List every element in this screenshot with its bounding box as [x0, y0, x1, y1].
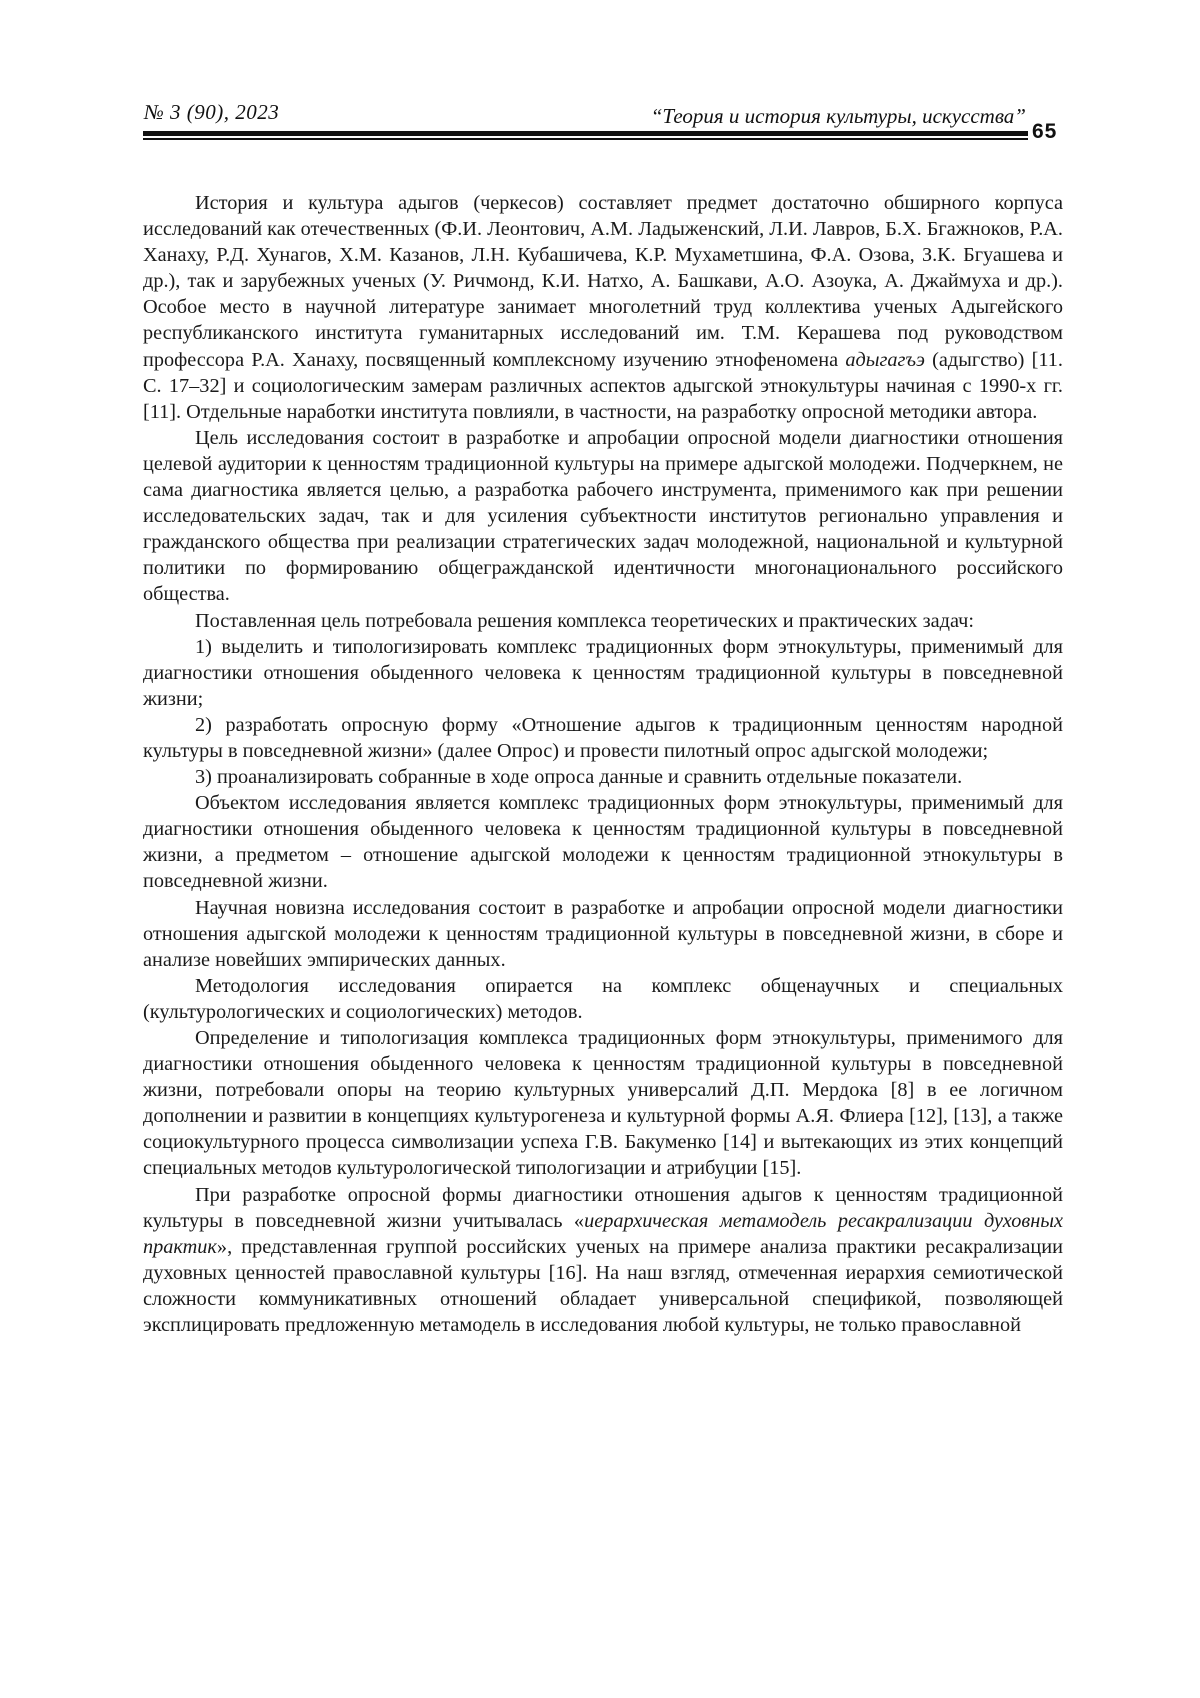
paragraph-tasks: Поставленная цель потребовала решения комплекса теоретических и практических задач:	[143, 608, 1063, 634]
italic-term: иерархическая метамодель ресакрализации духовных практик	[143, 1210, 1063, 1258]
paragraph-goal: Цель исследования состоит в разработке и апробации опросной модели диагностики отношения целевой аудитории к ценностям традиционной культуры на примере адыгской молодежи. Подчеркнем, не сама диагностика является целью, а разработка рабочего инструмента, применимого как при решении исследовательских задач, так и для усиления субъектности институтов регионально управления и гражданского общества при реализации стратегических задач молодежной, национальной и культурной политики по формированию общегражданской идентичности многонационального российского общества.	[143, 425, 1063, 608]
header-rule-thick	[143, 131, 1028, 136]
journal-title: “Теория и история культуры, искусства”	[651, 104, 1026, 129]
page-number: 65	[1032, 120, 1057, 144]
list-item-task-3: 3) проанализировать собранные в ходе опроса данные и сравнить отдельные показатели.	[143, 764, 1063, 790]
list-item-task-2: 2) разработать опросную форму «Отношение адыгов к традиционным ценностям народной культуры в повседневной жизни» (далее Опрос) и провести пилотный опрос адыгской молодежи;	[143, 712, 1063, 764]
paragraph-text: При разработке опросной формы диагностики отношения адыгов к ценностям традиционной культуры в повседневной жизни учитывалась «	[143, 1184, 1063, 1232]
paragraph-text: », представленная группой российских ученых на примере анализа практики ресакрализации духовных ценностей православной культуры [16]. На наш взгляд, отмеченная иерархия семиотической сложности коммуникативных отношений обладает универсальной спецификой, позволяющей эксплицировать предложенную метамодель в исследования любой культуры, не только православной	[143, 1236, 1063, 1336]
paragraph-intro	[143, 190, 1063, 425]
journal-page	[0, 0, 1200, 1698]
paragraph-text: История и культура адыгов (черкесов) составляет предмет достаточно обширного корпуса исследований как отечественных (Ф.И. Леонтович, А.М. Ладыженский, Л.И. Лавров, Б.Х. Бгажноков, Р.А. Ханаху, Р.Д. Хунагов, Х.М. Казанов, Л.Н. Кубашичева, К.Р. Мухаметшина, Ф.А. Озова, З.К. Бгуашева и др.), так и зарубежных ученых (У. Ричмонд, К.И. Натхо, А. Башкави, А.О. Азоука, А. Джаймуха и др.). Особое место в научной литературе занимает многолетний труд коллектива ученых Адыгейского республиканского института гуманитарных исследований им. Т.М. Керашева под руководством профессора Р.А. Ханаху, посвященный комплексному изучению этнофеномена	[143, 192, 1063, 371]
paragraph-typologization: Определение и типологизация комплекса традиционных форм этнокультуры, применимого для диагностики отношения обыденного человека к ценностям традиционной культуры в повседневной жизни, потребовали опоры на теорию культурных универсалий Д.П. Мердока [8] в ее логичном дополнении и развитии в концепциях культурогенеза и культурной формы А.Я. Флиера [12], [13], а также социокультурного процесса символизации успеха Г.В. Бакуменко [14] и вытекающих из этих концепций специальных методов культурологической типологизации и атрибуции [15].	[143, 1025, 1063, 1182]
list-item-task-1: 1) выделить и типологизировать комплекс традиционных форм этнокультуры, применимый для диагностики отношения обыденного человека к ценностям традиционной культуры в повседневной жизни;	[143, 634, 1063, 712]
paragraph-metamodel	[143, 1182, 1063, 1339]
article-body	[143, 190, 1063, 1338]
issue-number: № 3 (90), 2023	[144, 100, 279, 125]
paragraph-methodology: Методология исследования опирается на комплекс общенаучных и специальных (культурологических и социологических) методов.	[143, 973, 1063, 1025]
header-rule-thin	[143, 138, 1028, 140]
paragraph-object: Объектом исследования является комплекс традиционных форм этнокультуры, применимый для диагностики отношения обыденного человека к ценностям традиционной культуры в повседневной жизни, а предметом – отношение адыгской молодежи к ценностям традиционной этнокультуры в повседневной жизни.	[143, 790, 1063, 894]
italic-term: адыгагъэ	[845, 349, 925, 371]
paragraph-novelty: Научная новизна исследования состоит в разработке и апробации опросной модели диагностики отношения адыгской молодежи к ценностям традиционной культуры в повседневной жизни, в сборе и анализе новейших эмпирических данных.	[143, 895, 1063, 973]
paragraph-text: (адыгство) [11. С. 17–32] и социологическим замерам различных аспектов адыгской этнокультуры начиная с 1990-х гг. [11]. Отдельные наработки института повлияли, в частности, на разработку опросной методики автора.	[143, 349, 1063, 423]
